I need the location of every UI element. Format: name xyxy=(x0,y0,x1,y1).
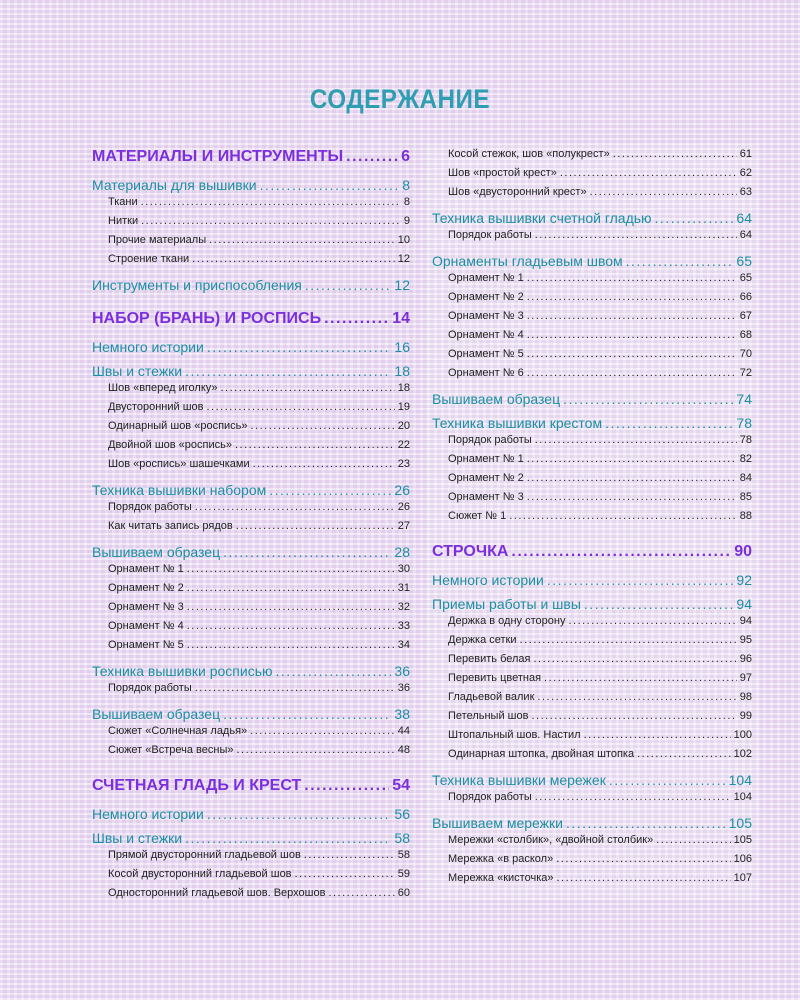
dot-leader xyxy=(535,434,737,446)
toc-item-page-number: 18 xyxy=(397,382,410,394)
toc-item-page-number: 70 xyxy=(739,348,752,360)
toc-section-title: Техника вышивки крестом xyxy=(432,415,603,431)
toc-item-page-number: 9 xyxy=(403,215,410,227)
toc-item-page-number: 84 xyxy=(739,472,752,484)
dot-leader xyxy=(251,420,395,432)
toc-item[interactable] xyxy=(92,215,410,234)
toc-section-title: Орнаменты гладьевым швом xyxy=(432,253,623,269)
toc-section[interactable] xyxy=(432,391,752,410)
toc-chapter[interactable] xyxy=(92,148,410,172)
toc-item-page-number: 26 xyxy=(397,501,410,513)
toc-item[interactable] xyxy=(432,348,752,367)
dot-leader xyxy=(626,253,734,269)
toc-item-title: Штопальный шов. Настил xyxy=(448,729,581,741)
toc-item-page-number: 105 xyxy=(733,834,752,846)
dot-leader xyxy=(250,725,395,737)
toc-left-column xyxy=(92,148,410,906)
toc-section-page-number: 94 xyxy=(736,596,752,612)
toc-item[interactable] xyxy=(92,849,410,868)
toc-section-page-number: 38 xyxy=(394,706,410,722)
toc-item-title: Косой двусторонний гладьевой шов xyxy=(108,868,292,880)
toc-item[interactable] xyxy=(92,563,410,582)
toc-item[interactable] xyxy=(432,834,752,853)
toc-section-title: Вышиваем образец xyxy=(432,391,561,407)
toc-item[interactable] xyxy=(92,253,410,272)
toc-item-page-number: 44 xyxy=(397,725,410,737)
toc-item-title: Прямой двусторонний гладьевой шов xyxy=(108,849,301,861)
toc-item-title: Шов «простой крест» xyxy=(448,167,557,179)
toc-item-title: Орнамент № 2 xyxy=(108,582,184,594)
toc-item-page-number: 30 xyxy=(397,563,410,575)
toc-item-title: Нитки xyxy=(108,215,139,227)
toc-section[interactable] xyxy=(92,177,410,196)
toc-section-page-number: 28 xyxy=(394,544,410,560)
dot-leader xyxy=(613,148,737,160)
toc-item[interactable] xyxy=(432,291,752,310)
toc-item-title: Порядок работы xyxy=(448,791,532,803)
toc-item[interactable] xyxy=(432,186,752,205)
toc-section-title: Немного истории xyxy=(432,572,544,588)
toc-item-page-number: 59 xyxy=(397,868,410,880)
toc-item-page-number: 96 xyxy=(739,653,752,665)
dot-leader xyxy=(590,186,737,198)
dot-leader xyxy=(535,229,737,241)
toc-item[interactable] xyxy=(432,615,752,634)
toc-item-title: Шов «двусторонний крест» xyxy=(448,186,587,198)
toc-section-page-number: 12 xyxy=(394,277,410,293)
toc-item[interactable] xyxy=(432,653,752,672)
dot-leader xyxy=(557,872,731,884)
toc-section-page-number: 36 xyxy=(394,663,410,679)
toc-item-title: Шов «роспись» шашечками xyxy=(108,458,250,470)
toc-section[interactable] xyxy=(92,363,410,382)
toc-item-page-number: 61 xyxy=(739,148,752,160)
toc-item-page-number: 100 xyxy=(733,729,752,741)
toc-item[interactable] xyxy=(432,853,752,872)
dot-leader xyxy=(304,849,395,861)
toc-item-page-number: 19 xyxy=(397,401,410,413)
toc-item[interactable] xyxy=(92,196,410,215)
toc-item-title: Двойной шов «роспись» xyxy=(108,439,232,451)
toc-item-page-number: 98 xyxy=(739,691,752,703)
toc-item[interactable] xyxy=(92,620,410,639)
toc-section[interactable] xyxy=(432,572,752,591)
toc-item[interactable] xyxy=(432,710,752,729)
toc-section-page-number: 92 xyxy=(736,572,752,588)
dot-leader xyxy=(207,339,392,355)
toc-item-title: Ткани xyxy=(108,196,138,208)
toc-item-title: Орнамент № 5 xyxy=(108,639,184,651)
toc-section-page-number: 26 xyxy=(394,482,410,498)
dot-leader xyxy=(527,291,737,303)
toc-item-page-number: 31 xyxy=(397,582,410,594)
toc-item-title: Орнамент № 3 xyxy=(448,310,524,322)
toc-section-title: Немного истории xyxy=(92,339,204,355)
toc-item[interactable] xyxy=(92,382,410,401)
toc-item-page-number: 94 xyxy=(739,615,752,627)
dot-leader xyxy=(534,653,737,665)
dot-leader xyxy=(206,401,394,413)
toc-section-title: Немного истории xyxy=(92,806,204,822)
dot-leader xyxy=(209,234,395,246)
toc-item[interactable] xyxy=(92,725,410,744)
dot-leader xyxy=(637,748,731,760)
toc-item-title: Орнамент № 5 xyxy=(448,348,524,360)
dot-leader xyxy=(185,363,391,379)
dot-leader xyxy=(656,834,730,846)
toc-section-page-number: 8 xyxy=(402,177,410,193)
dot-leader xyxy=(141,196,401,208)
toc-section[interactable] xyxy=(432,772,752,791)
toc-item[interactable] xyxy=(432,691,752,710)
dot-leader xyxy=(276,663,392,679)
toc-item-page-number: 66 xyxy=(739,291,752,303)
toc-item-page-number: 64 xyxy=(739,229,752,241)
toc-section-page-number: 58 xyxy=(394,830,410,846)
toc-item-title: Орнамент № 4 xyxy=(108,620,184,632)
toc-section[interactable] xyxy=(92,830,410,849)
toc-item[interactable] xyxy=(92,582,410,601)
toc-item[interactable] xyxy=(432,229,752,248)
dot-leader xyxy=(547,572,734,588)
toc-section-page-number: 56 xyxy=(394,806,410,822)
dot-leader xyxy=(185,830,391,846)
toc-section[interactable] xyxy=(92,706,410,725)
toc-item-title: Держка сетки xyxy=(448,634,517,646)
toc-item-page-number: 60 xyxy=(397,887,410,899)
toc-item-title: Сюжет «Встреча весны» xyxy=(108,744,234,756)
toc-item-page-number: 58 xyxy=(397,849,410,861)
toc-chapter[interactable] xyxy=(432,543,752,567)
toc-item-page-number: 99 xyxy=(739,710,752,722)
toc-chapter-page-number: 90 xyxy=(734,543,752,560)
toc-section-title: Швы и стежки xyxy=(92,830,183,846)
toc-item-page-number: 104 xyxy=(733,791,752,803)
toc-item-title: Мережки «столбик», «двойной столбик» xyxy=(448,834,654,846)
toc-item-title: Орнамент № 1 xyxy=(448,272,524,284)
toc-item-page-number: 78 xyxy=(739,434,752,446)
toc-item[interactable] xyxy=(92,234,410,253)
toc-section-title: Швы и стежки xyxy=(92,363,183,379)
toc-item-title: Мережка «кисточка» xyxy=(448,872,554,884)
dot-leader xyxy=(527,310,737,322)
dot-leader xyxy=(305,277,392,293)
toc-section-title: Вышиваем образец xyxy=(92,706,221,722)
toc-section-title: Приемы работы и швы xyxy=(432,596,581,612)
toc-item[interactable] xyxy=(92,401,410,420)
toc-item-title: Одинарный шов «роспись» xyxy=(108,420,248,432)
toc-item-title: Строение ткани xyxy=(108,253,190,265)
toc-section-page-number: 65 xyxy=(736,253,752,269)
toc-item-title: Одинарная штопка, двойная штопка xyxy=(448,748,635,760)
toc-item-page-number: 72 xyxy=(739,367,752,379)
toc-section-page-number: 18 xyxy=(394,363,410,379)
toc-chapter-title: СЧЕТНАЯ ГЛАДЬ И КРЕСТ xyxy=(92,777,302,794)
toc-item-title: Порядок работы xyxy=(448,434,532,446)
toc-item[interactable] xyxy=(92,439,410,458)
dot-leader xyxy=(535,791,731,803)
toc-section-title: Техника вышивки мережек xyxy=(432,772,606,788)
toc-item-title: Порядок работы xyxy=(108,682,192,694)
toc-item-title: Двусторонний шов xyxy=(108,401,204,413)
toc-section-page-number: 78 xyxy=(736,415,752,431)
toc-section[interactable] xyxy=(432,415,752,434)
toc-item-page-number: 27 xyxy=(397,520,410,532)
toc-item-page-number: 20 xyxy=(397,420,410,432)
toc-item-page-number: 22 xyxy=(397,439,410,451)
dot-leader xyxy=(560,167,737,179)
toc-chapter[interactable] xyxy=(92,777,410,801)
dot-leader xyxy=(566,815,726,831)
toc-item-page-number: 12 xyxy=(397,253,410,265)
toc-section-title: Инструменты и приспособления xyxy=(92,277,302,293)
dot-leader xyxy=(221,382,395,394)
dot-leader xyxy=(527,367,737,379)
dot-leader xyxy=(269,482,391,498)
dot-leader xyxy=(520,634,737,646)
toc-item-title: Орнамент № 3 xyxy=(108,601,184,613)
dot-leader xyxy=(527,348,737,360)
dot-leader xyxy=(235,439,395,451)
dot-leader xyxy=(544,672,737,684)
dot-leader xyxy=(584,729,731,741)
toc-item-title: Орнамент № 1 xyxy=(108,563,184,575)
toc-item-title: Порядок работы xyxy=(448,229,532,241)
dot-leader xyxy=(346,148,398,166)
dot-leader xyxy=(187,563,395,575)
toc-item[interactable] xyxy=(432,367,752,386)
dot-leader xyxy=(556,853,730,865)
toc-item-title: Орнамент № 2 xyxy=(448,472,524,484)
dot-leader xyxy=(584,596,734,612)
toc-item-title: Гладьевой валик xyxy=(448,691,535,703)
toc-chapter-title: МАТЕРИАЛЫ И ИНСТРУМЕНТЫ xyxy=(92,148,344,165)
toc-section[interactable] xyxy=(432,210,752,229)
dot-leader xyxy=(223,706,391,722)
toc-section[interactable] xyxy=(92,339,410,358)
toc-item-page-number: 88 xyxy=(739,510,752,522)
toc-item[interactable] xyxy=(432,310,752,329)
toc-section-title: Материалы для вышивки xyxy=(92,177,257,193)
toc-section-page-number: 105 xyxy=(728,815,752,831)
dot-leader xyxy=(236,520,395,532)
dot-leader xyxy=(527,329,737,341)
toc-section-title: Техника вышивки росписью xyxy=(92,663,273,679)
toc-item-page-number: 82 xyxy=(739,453,752,465)
dot-leader xyxy=(260,177,400,193)
toc-chapter-title: НАБОР (БРАНЬ) И РОСПИСЬ xyxy=(92,310,322,327)
toc-item-page-number: 107 xyxy=(733,872,752,884)
dot-leader xyxy=(609,772,726,788)
toc-item-title: Держка в одну сторону xyxy=(448,615,566,627)
page-title: СОДЕРЖАНИЕ xyxy=(309,84,491,114)
toc-item[interactable] xyxy=(432,672,752,691)
dot-leader xyxy=(324,310,389,328)
toc-chapter-page-number: 14 xyxy=(392,310,410,327)
toc-item[interactable] xyxy=(432,272,752,291)
toc-item[interactable] xyxy=(92,520,410,539)
toc-item-title: Порядок работы xyxy=(108,501,192,513)
toc-item[interactable] xyxy=(92,887,410,906)
toc-item-page-number: 68 xyxy=(739,329,752,341)
toc-item-page-number: 85 xyxy=(739,491,752,503)
toc-section[interactable] xyxy=(92,663,410,682)
toc-chapter-page-number: 54 xyxy=(392,777,410,794)
toc-section[interactable] xyxy=(92,277,410,296)
toc-section-title: Техника вышивки набором xyxy=(92,482,267,498)
toc-section-page-number: 74 xyxy=(736,391,752,407)
toc-item-page-number: 10 xyxy=(397,234,410,246)
toc-item-title: Шов «вперед иголку» xyxy=(108,382,218,394)
toc-item[interactable] xyxy=(432,791,752,810)
toc-chapter-title: СТРОЧКА xyxy=(432,543,509,560)
toc-section[interactable] xyxy=(432,596,752,615)
toc-item-title: Петельный шов xyxy=(448,710,529,722)
toc-item-page-number: 48 xyxy=(397,744,410,756)
toc-item-page-number: 67 xyxy=(739,310,752,322)
toc-item-title: Перевить цветная xyxy=(448,672,542,684)
toc-item-page-number: 95 xyxy=(739,634,752,646)
toc-item[interactable] xyxy=(432,872,752,891)
toc-item-title: Перевить белая xyxy=(448,653,531,665)
toc-section[interactable] xyxy=(92,806,410,825)
toc-item[interactable] xyxy=(432,729,752,748)
dot-leader xyxy=(195,682,395,694)
toc-section[interactable] xyxy=(92,544,410,563)
toc-item-title: Сюжет «Солнечная ладья» xyxy=(108,725,248,737)
toc-item-title: Прочие материалы xyxy=(108,234,207,246)
toc-item[interactable] xyxy=(92,601,410,620)
toc-item-page-number: 32 xyxy=(397,601,410,613)
toc-item[interactable] xyxy=(432,472,752,491)
dot-leader xyxy=(527,491,737,503)
dot-leader xyxy=(568,615,736,627)
toc-item-page-number: 97 xyxy=(739,672,752,684)
toc-item[interactable] xyxy=(92,458,410,477)
dot-leader xyxy=(537,691,736,703)
toc-item-title: Мережка «в раскол» xyxy=(448,853,554,865)
toc-section-page-number: 64 xyxy=(736,210,752,226)
toc-chapter-page-number: 6 xyxy=(401,148,410,165)
toc-item[interactable] xyxy=(432,167,752,186)
toc-section-title: Вышиваем образец xyxy=(92,544,221,560)
toc-item[interactable] xyxy=(92,639,410,658)
toc-item-title: Косой стежок, шов «полукрест» xyxy=(448,148,610,160)
toc-item-title: Орнамент № 2 xyxy=(448,291,524,303)
dot-leader xyxy=(141,215,401,227)
toc-right-column xyxy=(432,148,752,891)
dot-leader xyxy=(527,453,737,465)
dot-leader xyxy=(187,620,395,632)
toc-item-page-number: 62 xyxy=(739,167,752,179)
dot-leader xyxy=(253,458,395,470)
toc-section-page-number: 104 xyxy=(728,772,752,788)
toc-item-page-number: 8 xyxy=(403,196,410,208)
toc-item-page-number: 63 xyxy=(739,186,752,198)
toc-section[interactable] xyxy=(432,253,752,272)
toc-section-title: Вышиваем мережки xyxy=(432,815,563,831)
toc-item-page-number: 65 xyxy=(739,272,752,284)
dot-leader xyxy=(531,710,736,722)
toc-item-page-number: 106 xyxy=(733,853,752,865)
toc-item[interactable] xyxy=(432,634,752,653)
toc-section[interactable] xyxy=(432,815,752,834)
toc-item[interactable] xyxy=(92,682,410,701)
toc-item-title: Орнамент № 6 xyxy=(448,367,524,379)
toc-item[interactable] xyxy=(92,744,410,763)
toc-item[interactable] xyxy=(432,510,752,529)
dot-leader xyxy=(605,415,733,431)
toc-item[interactable] xyxy=(432,453,752,472)
toc-item-title: Орнамент № 4 xyxy=(448,329,524,341)
dot-leader xyxy=(187,639,395,651)
toc-item-title: Односторонний гладьевой шов. Верхошов xyxy=(108,887,326,899)
dot-leader xyxy=(509,510,737,522)
toc-item[interactable] xyxy=(92,420,410,439)
toc-item-page-number: 33 xyxy=(397,620,410,632)
dot-leader xyxy=(223,544,391,560)
dot-leader xyxy=(304,777,389,795)
toc-item[interactable] xyxy=(432,434,752,453)
toc-section-page-number: 16 xyxy=(394,339,410,355)
dot-leader xyxy=(207,806,392,822)
toc-item-page-number: 34 xyxy=(397,639,410,651)
dot-leader xyxy=(655,210,734,226)
dot-leader xyxy=(187,582,395,594)
toc-item[interactable] xyxy=(432,148,752,167)
toc-item-title: Сюжет № 1 xyxy=(448,510,507,522)
toc-item-title: Орнамент № 3 xyxy=(448,491,524,503)
dot-leader xyxy=(527,472,737,484)
toc-item-page-number: 36 xyxy=(397,682,410,694)
toc-item-page-number: 102 xyxy=(733,748,752,760)
dot-leader xyxy=(527,272,737,284)
toc-item[interactable] xyxy=(432,748,752,767)
toc-section-title: Техника вышивки счетной гладью xyxy=(432,210,652,226)
toc-item[interactable] xyxy=(432,329,752,348)
dot-leader xyxy=(328,887,394,899)
dot-leader xyxy=(187,601,395,613)
toc-item-page-number: 23 xyxy=(397,458,410,470)
toc-item[interactable] xyxy=(432,491,752,510)
toc-chapter[interactable] xyxy=(92,310,410,334)
dot-leader xyxy=(192,253,395,265)
toc-item-title: Как читать запись рядов xyxy=(108,520,233,532)
toc-item-title: Орнамент № 1 xyxy=(448,453,524,465)
toc-item[interactable] xyxy=(92,868,410,887)
dot-leader xyxy=(563,391,733,407)
toc-section[interactable] xyxy=(92,482,410,501)
dot-leader xyxy=(195,501,395,513)
dot-leader xyxy=(511,543,731,561)
dot-leader xyxy=(295,868,395,880)
dot-leader xyxy=(236,744,394,756)
toc-item[interactable] xyxy=(92,501,410,520)
